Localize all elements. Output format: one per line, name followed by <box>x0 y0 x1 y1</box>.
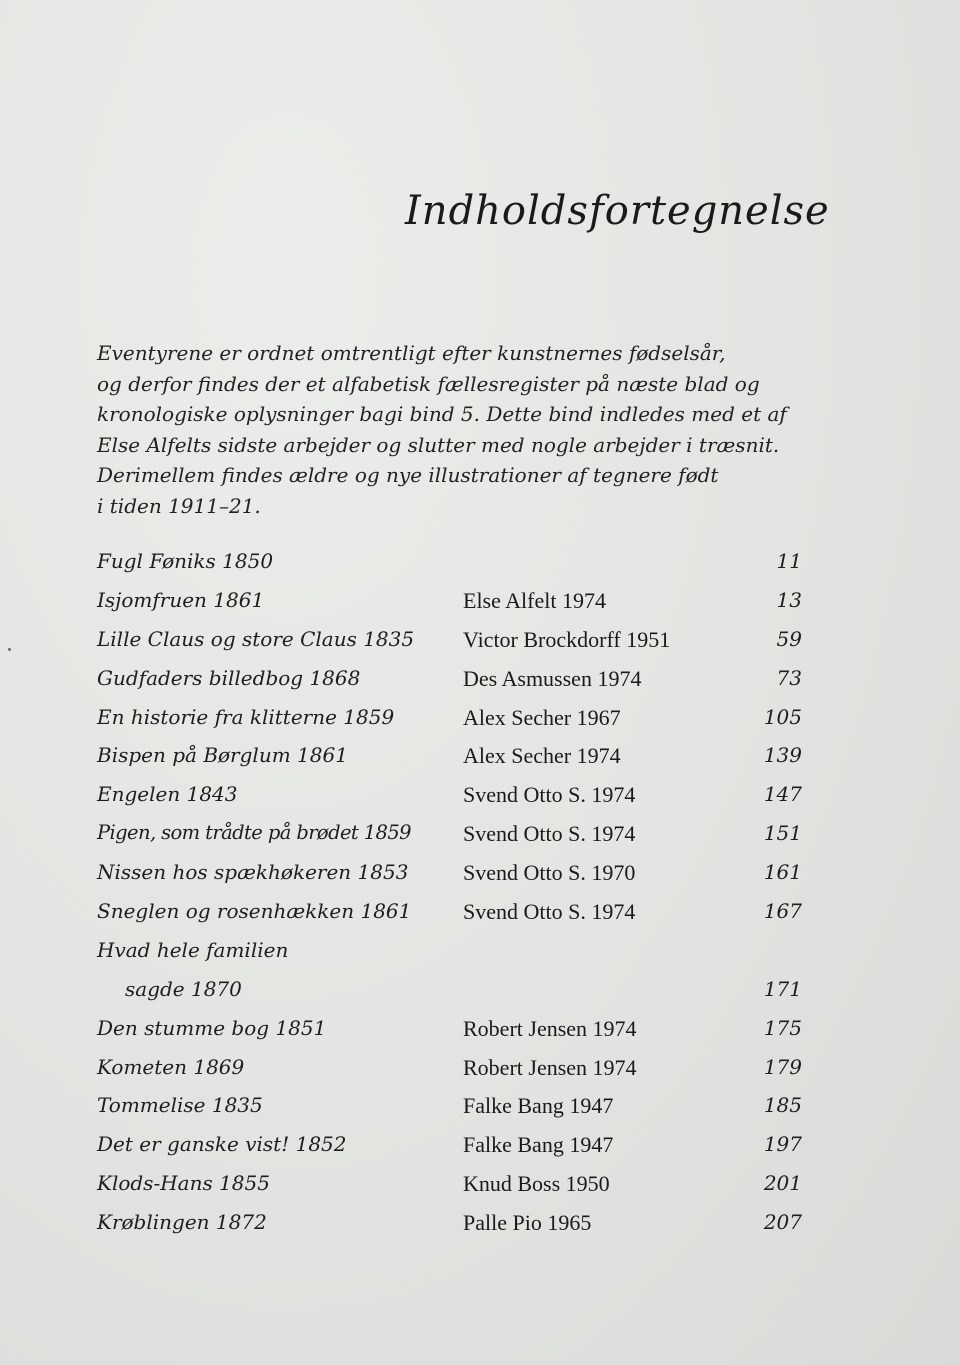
toc-row <box>97 1089 802 1128</box>
toc-row <box>97 895 802 934</box>
intro-line: Else Alfelts sidste arbejder og slutter med nogle arbejder i træsnit. <box>97 432 780 457</box>
story-title: Kometen 1869 <box>97 1054 245 1079</box>
story-title: Den stumme bog 1851 <box>97 1015 327 1040</box>
page-number: 11 <box>776 549 802 573</box>
page-number: 151 <box>763 821 802 846</box>
story-title: Nissen hos spækhøkeren 1853 <box>97 860 409 885</box>
illustrator: Palle Pio 1965 <box>463 1210 592 1236</box>
page-number: 167 <box>763 899 802 924</box>
illustrator: Falke Bang 1947 <box>463 1132 614 1158</box>
story-title: Lille Claus og store Claus 1835 <box>97 626 415 651</box>
toc-row <box>97 1128 802 1167</box>
page-title: Indholdsfortegnelse <box>405 188 830 234</box>
story-title: Gudfaders billedbog 1868 <box>97 665 361 690</box>
toc-row <box>97 701 802 740</box>
illustrator: Victor Brockdorff 1951 <box>463 626 671 652</box>
illustrator: Falke Bang 1947 <box>463 1093 614 1119</box>
toc-row <box>97 856 802 895</box>
story-title: Klods-Hans 1855 <box>97 1171 270 1196</box>
toc-row <box>97 934 802 973</box>
story-title: Pigen, som trådte på brødet 1859 <box>97 821 411 845</box>
page-number: 139 <box>763 743 802 768</box>
table-of-contents <box>97 545 802 1245</box>
paper-speck <box>8 648 11 651</box>
toc-row <box>97 623 802 662</box>
story-title: Sneglen og rosenhækken 1861 <box>97 899 412 924</box>
page-number: 185 <box>763 1093 802 1118</box>
page-number: 175 <box>763 1015 802 1040</box>
illustrator: Des Asmussen 1974 <box>463 665 642 691</box>
illustrator: Knud Boss 1950 <box>463 1171 610 1197</box>
illustrator: Alex Secher 1974 <box>463 743 621 769</box>
toc-row <box>97 1051 802 1090</box>
toc-row <box>97 739 802 778</box>
toc-row <box>97 662 802 701</box>
toc-row <box>97 1206 802 1245</box>
toc-row <box>97 584 802 623</box>
toc-row <box>97 545 802 584</box>
intro-line: og derfor findes der et alfabetisk fællesregister på næste blad og <box>97 371 760 396</box>
toc-row <box>97 1167 802 1206</box>
story-title: Isjomfruen 1861 <box>97 587 265 612</box>
illustrator: Svend Otto S. 1970 <box>463 860 636 886</box>
story-title: Engelen 1843 <box>97 782 238 807</box>
intro-line: Derimellem findes ældre og nye illustrationer af tegnere født <box>97 463 719 488</box>
page-number: 207 <box>763 1210 802 1235</box>
page-number: 73 <box>776 665 802 690</box>
page-number: 13 <box>776 587 802 612</box>
page-number: 105 <box>763 704 802 729</box>
story-title: Bispen på Børglum 1861 <box>97 743 348 768</box>
illustrator: Svend Otto S. 1974 <box>463 782 636 808</box>
illustrator: Alex Secher 1967 <box>463 704 621 730</box>
toc-row <box>97 973 802 1012</box>
story-title: sagde 1870 <box>125 976 242 1001</box>
page-number: 161 <box>763 860 802 885</box>
illustrator: Svend Otto S. 1974 <box>463 899 636 925</box>
story-title: Hvad hele familien <box>97 937 289 962</box>
illustrator: Robert Jensen 1974 <box>463 1054 637 1080</box>
page-number: 147 <box>763 782 802 807</box>
toc-row <box>97 817 802 856</box>
page-number: 59 <box>776 626 802 651</box>
illustrator: Robert Jensen 1974 <box>463 1015 637 1041</box>
page-number: 197 <box>763 1132 802 1157</box>
intro-line: Eventyrene er ordnet omtrentligt efter kunstnernes fødselsår, <box>97 341 726 365</box>
intro-paragraph <box>97 338 817 522</box>
page-number: 179 <box>763 1054 802 1079</box>
page-number: 201 <box>763 1171 802 1196</box>
toc-row <box>97 778 802 817</box>
story-title: En historie fra klitterne 1859 <box>97 704 395 729</box>
illustrator: Svend Otto S. 1974 <box>463 821 636 847</box>
illustrator: Else Alfelt 1974 <box>463 587 606 613</box>
story-title: Krøblingen 1872 <box>97 1210 267 1235</box>
intro-line: i tiden 1911–21. <box>97 493 261 518</box>
toc-row <box>97 1012 802 1051</box>
story-title: Det er ganske vist! 1852 <box>97 1132 347 1157</box>
intro-line: kronologiske oplysninger bagi bind 5. Dette bind indledes med et af <box>97 402 787 427</box>
story-title: Tommelise 1835 <box>97 1093 263 1118</box>
story-title: Fugl Føniks 1850 <box>97 549 274 573</box>
page-number: 171 <box>763 976 802 1001</box>
